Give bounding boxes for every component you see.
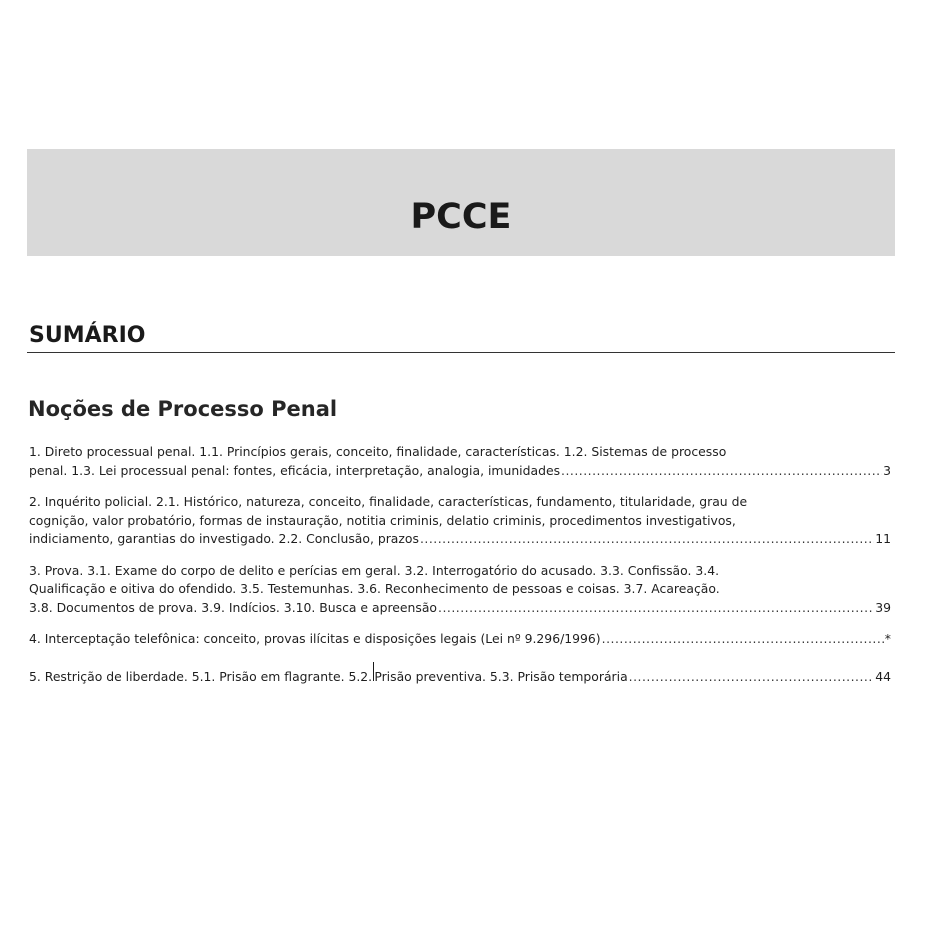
toc-entry-5[interactable] — [29, 662, 891, 687]
toc-entry-text: indiciamento, garantias do investigado. 2.2. Conclusão, prazos — [29, 531, 419, 546]
toc-entry-1[interactable] — [29, 443, 891, 480]
toc-entry-last-line — [29, 630, 891, 649]
toc-entry-text: 4. Interceptação telefônica: conceito, provas ilícitas e disposições legais (Lei nº 9.296/1996) — [29, 631, 601, 646]
toc-entry-4[interactable] — [29, 630, 891, 649]
dot-leader — [420, 530, 874, 549]
toc-page-number: 39 — [875, 599, 891, 615]
toc-entry-last-line — [29, 662, 891, 687]
dot-leader — [438, 599, 874, 618]
summary-divider — [27, 352, 895, 353]
toc-entry-last-line — [29, 462, 891, 481]
toc-entry-last-line — [29, 530, 891, 549]
toc-entry-2[interactable] — [29, 493, 891, 549]
toc-entry-last-line — [29, 599, 891, 618]
dot-leader — [561, 462, 882, 481]
toc-entry-line: 1. Direto processual penal. 1.1. Princípios gerais, conceito, finalidade, características. 1.2. Sistemas de processo — [29, 444, 727, 459]
toc-entry-text-part: 5. Restrição de liberdade. 5.1. Prisão em flagrante. 5.2. — [29, 668, 373, 684]
toc-entry-3[interactable] — [29, 562, 891, 618]
toc-page-number: * — [884, 631, 891, 646]
toc-entry-line: Qualificação e oitiva do ofendido. 3.5. Testemunhas. 3.6. Reconhecimento de pessoas e coisas. 3.7. Acareação. — [29, 581, 720, 596]
toc-entry-line: cognição, valor probatório, formas de instauração, notitia criminis, delatio criminis, procedimentos investigativos, — [29, 512, 736, 528]
title-banner — [27, 149, 895, 256]
toc-entry-line: 2. Inquérito policial. 2.1. Histórico, natureza, conceito, finalidade, características, fundamento, titularidade, grau de — [29, 494, 748, 509]
toc-entry-text: penal. 1.3. Lei processual penal: fontes, eficácia, interpretação, analogia, imunidades — [29, 462, 561, 478]
toc-entry-text: Prisão preventiva. 5.3. Prisão temporária — [374, 668, 628, 684]
toc-page-number: 44 — [875, 668, 891, 684]
document-title: PCCE — [410, 197, 512, 237]
dot-leader — [602, 630, 884, 649]
table-of-contents — [29, 443, 891, 699]
section-title: Noções de Processo Penal — [28, 397, 338, 421]
toc-page-number: 3 — [883, 462, 891, 478]
toc-entry-text: 3.8. Documentos de prova. 3.9. Indícios. 3.10. Busca e apreensão — [29, 599, 438, 615]
summary-heading: SUMÁRIO — [29, 323, 146, 348]
dot-leader — [629, 668, 875, 687]
toc-page-number: 11 — [875, 531, 891, 546]
toc-entry-line: 3. Prova. 3.1. Exame do corpo de delito e perícias em geral. 3.2. Interrogatório do acusado. 3.3. Confissão. 3.4. — [29, 562, 720, 578]
